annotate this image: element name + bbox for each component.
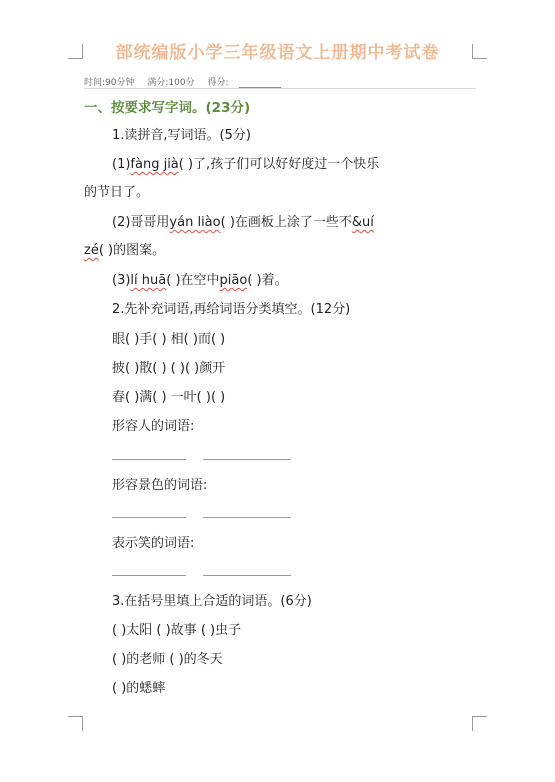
exam-full-score: 满分:100分 (147, 78, 195, 88)
question-3-title: 3.在括号里填上合适的词语。(6分) (112, 594, 312, 609)
pinyin-text: &uí (351, 215, 374, 230)
q1-sentence-text: ( )了,孩子们可以好好度过一个快乐 (178, 157, 380, 172)
corner-mark-bottom-left (68, 716, 83, 731)
answer-line[interactable] (203, 575, 291, 576)
idiom-row-2: 披( )散( ) ( )( )颜开 (112, 361, 226, 376)
exam-meta (84, 75, 291, 88)
category-people-label: 形容人的词语: (112, 419, 195, 434)
pinyin-text: yán liào (169, 215, 221, 230)
q1-sentence-text: ( )在画板上涂了一些不 (220, 215, 352, 230)
fill-row-3: ( )的蟋蟀 (112, 681, 166, 696)
pinyin-text: lí huā (130, 273, 167, 288)
exam-time: 时间:90分钟 (84, 78, 135, 88)
q1-sentence-text: (2)哥哥用 (112, 215, 170, 230)
answer-line[interactable] (203, 517, 291, 518)
answer-line[interactable] (112, 575, 186, 576)
idiom-row-1: 眼( )手( ) 相( )而( ) (112, 332, 226, 347)
q1-sentence-text: ( )着。 (247, 273, 288, 288)
pinyin-text: piāo (219, 273, 248, 288)
header-divider (84, 88, 476, 89)
question-1-title: 1.读拼音,写词语。(5分) (112, 128, 251, 143)
q1-item-number: (1) (112, 157, 131, 172)
page-title: 部统编版小学三年级语文上册期中考试卷 (115, 43, 440, 63)
exam-score-label: 得分: (207, 78, 229, 88)
answer-line[interactable] (203, 459, 291, 460)
corner-mark-bottom-right (472, 716, 487, 731)
q1-sentence-text: ( )在空中 (166, 273, 220, 288)
category-laugh-label: 表示笑的词语: (112, 536, 195, 551)
pinyin-text: zé (84, 243, 99, 258)
question-2-title: 2.先补充词语,再给词语分类填空。(12分) (112, 302, 351, 317)
section-heading: 一、按要求写字词。(23分) (84, 100, 251, 116)
answer-line[interactable] (112, 459, 186, 460)
fill-row-1: ( )太阳 ( )故事 ( )虫子 (112, 623, 242, 638)
category-scenery-label: 形容景色的词语: (112, 478, 208, 493)
q1-line-5 (112, 269, 288, 288)
q1-line-1 (112, 153, 379, 172)
q1-item-number: (3) (112, 273, 131, 288)
idiom-row-3: 春( )满( ) 一叶( )( ) (112, 390, 226, 405)
fill-row-2: ( )的老师 ( )的冬天 (112, 652, 223, 667)
q1-line-2: 的节日了。 (84, 185, 150, 200)
q1-sentence-text: ( )的图案。 (98, 243, 166, 258)
pinyin-text: fàng jià (130, 157, 179, 172)
q1-line-3 (112, 211, 374, 230)
answer-line[interactable] (112, 517, 186, 518)
q1-line-4 (84, 239, 165, 258)
